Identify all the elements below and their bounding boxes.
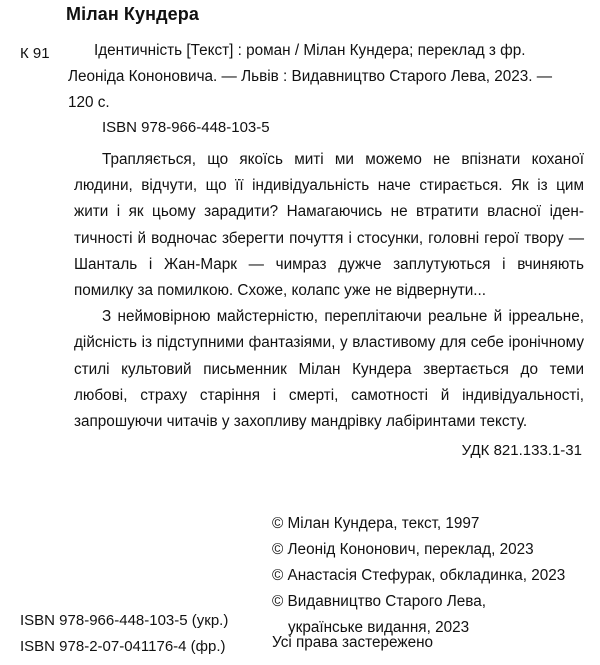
rights-reserved: Усі права застережено (272, 634, 434, 651)
isbn-ukr: ISBN 978-966-448-103-5 (укр.) (20, 612, 229, 629)
biblio-line-2: Леоніда Кононовича. — Львів : Видавництво Старого Лева, 2023. — (68, 68, 553, 85)
copyright-line-1: © Мілан Кундера, текст, 1997 (272, 515, 480, 532)
copyright-line-5: українське видання, 2023 (288, 619, 470, 636)
annotation-paragraph-1: Трапляється, що якоїсь миті ми можемо не впізнати коханої людини, відчути, що її індивідуальність наче стирається. Як із цим жити і як цьому зарадити? Намагаючись не втратити власної ідентичності й водночас зберегти почуття і стосунки, головні герої твору — Шанталь і Жан-Марк — чимраз дужче заплутуються і вчиняють помилку за помилкою. Схоже, колапс уже не відвернути... (74, 151, 584, 300)
udk-code: УДК 821.133.1-31 (461, 442, 582, 459)
copyright-line-2: © Леонід Кононович, переклад, 2023 (272, 541, 534, 558)
isbn-fr: ISBN 978-2-07-041176-4 (фр.) (20, 638, 226, 655)
author-name: Мілан Кундера (66, 4, 199, 24)
copyright-notices (272, 511, 592, 641)
isbn-main: ISBN 978-966-448-103-5 (102, 119, 270, 136)
copyright-line-4: © Видавництво Старого Лева, (272, 593, 486, 610)
classification-code: К 91 (20, 45, 50, 62)
bibliographic-record (68, 38, 584, 116)
copyright-line-3: © Анастасія Стефурак, обкладинка, 2023 (272, 567, 566, 584)
biblio-line-3: 120 с. (68, 94, 110, 111)
annotation (74, 147, 584, 435)
annotation-paragraph-2: З неймовірною майстерністю, переплітаючи реальне й ірреальне, дійсність із підступними фантазіями, у властивому для себе іронічному стилі культовий письменник Мілан Кундера звертається до теми любові, страху старіння і смерті, самотності й індивідуальності, запрошуючи читачів у захопливу мандрівку лабіринтами тексту. (74, 308, 584, 431)
biblio-line-1: Ідентичність [Текст] : роман / Мілан Кундера; переклад з фр. (94, 42, 526, 59)
isbn-list (20, 608, 228, 660)
